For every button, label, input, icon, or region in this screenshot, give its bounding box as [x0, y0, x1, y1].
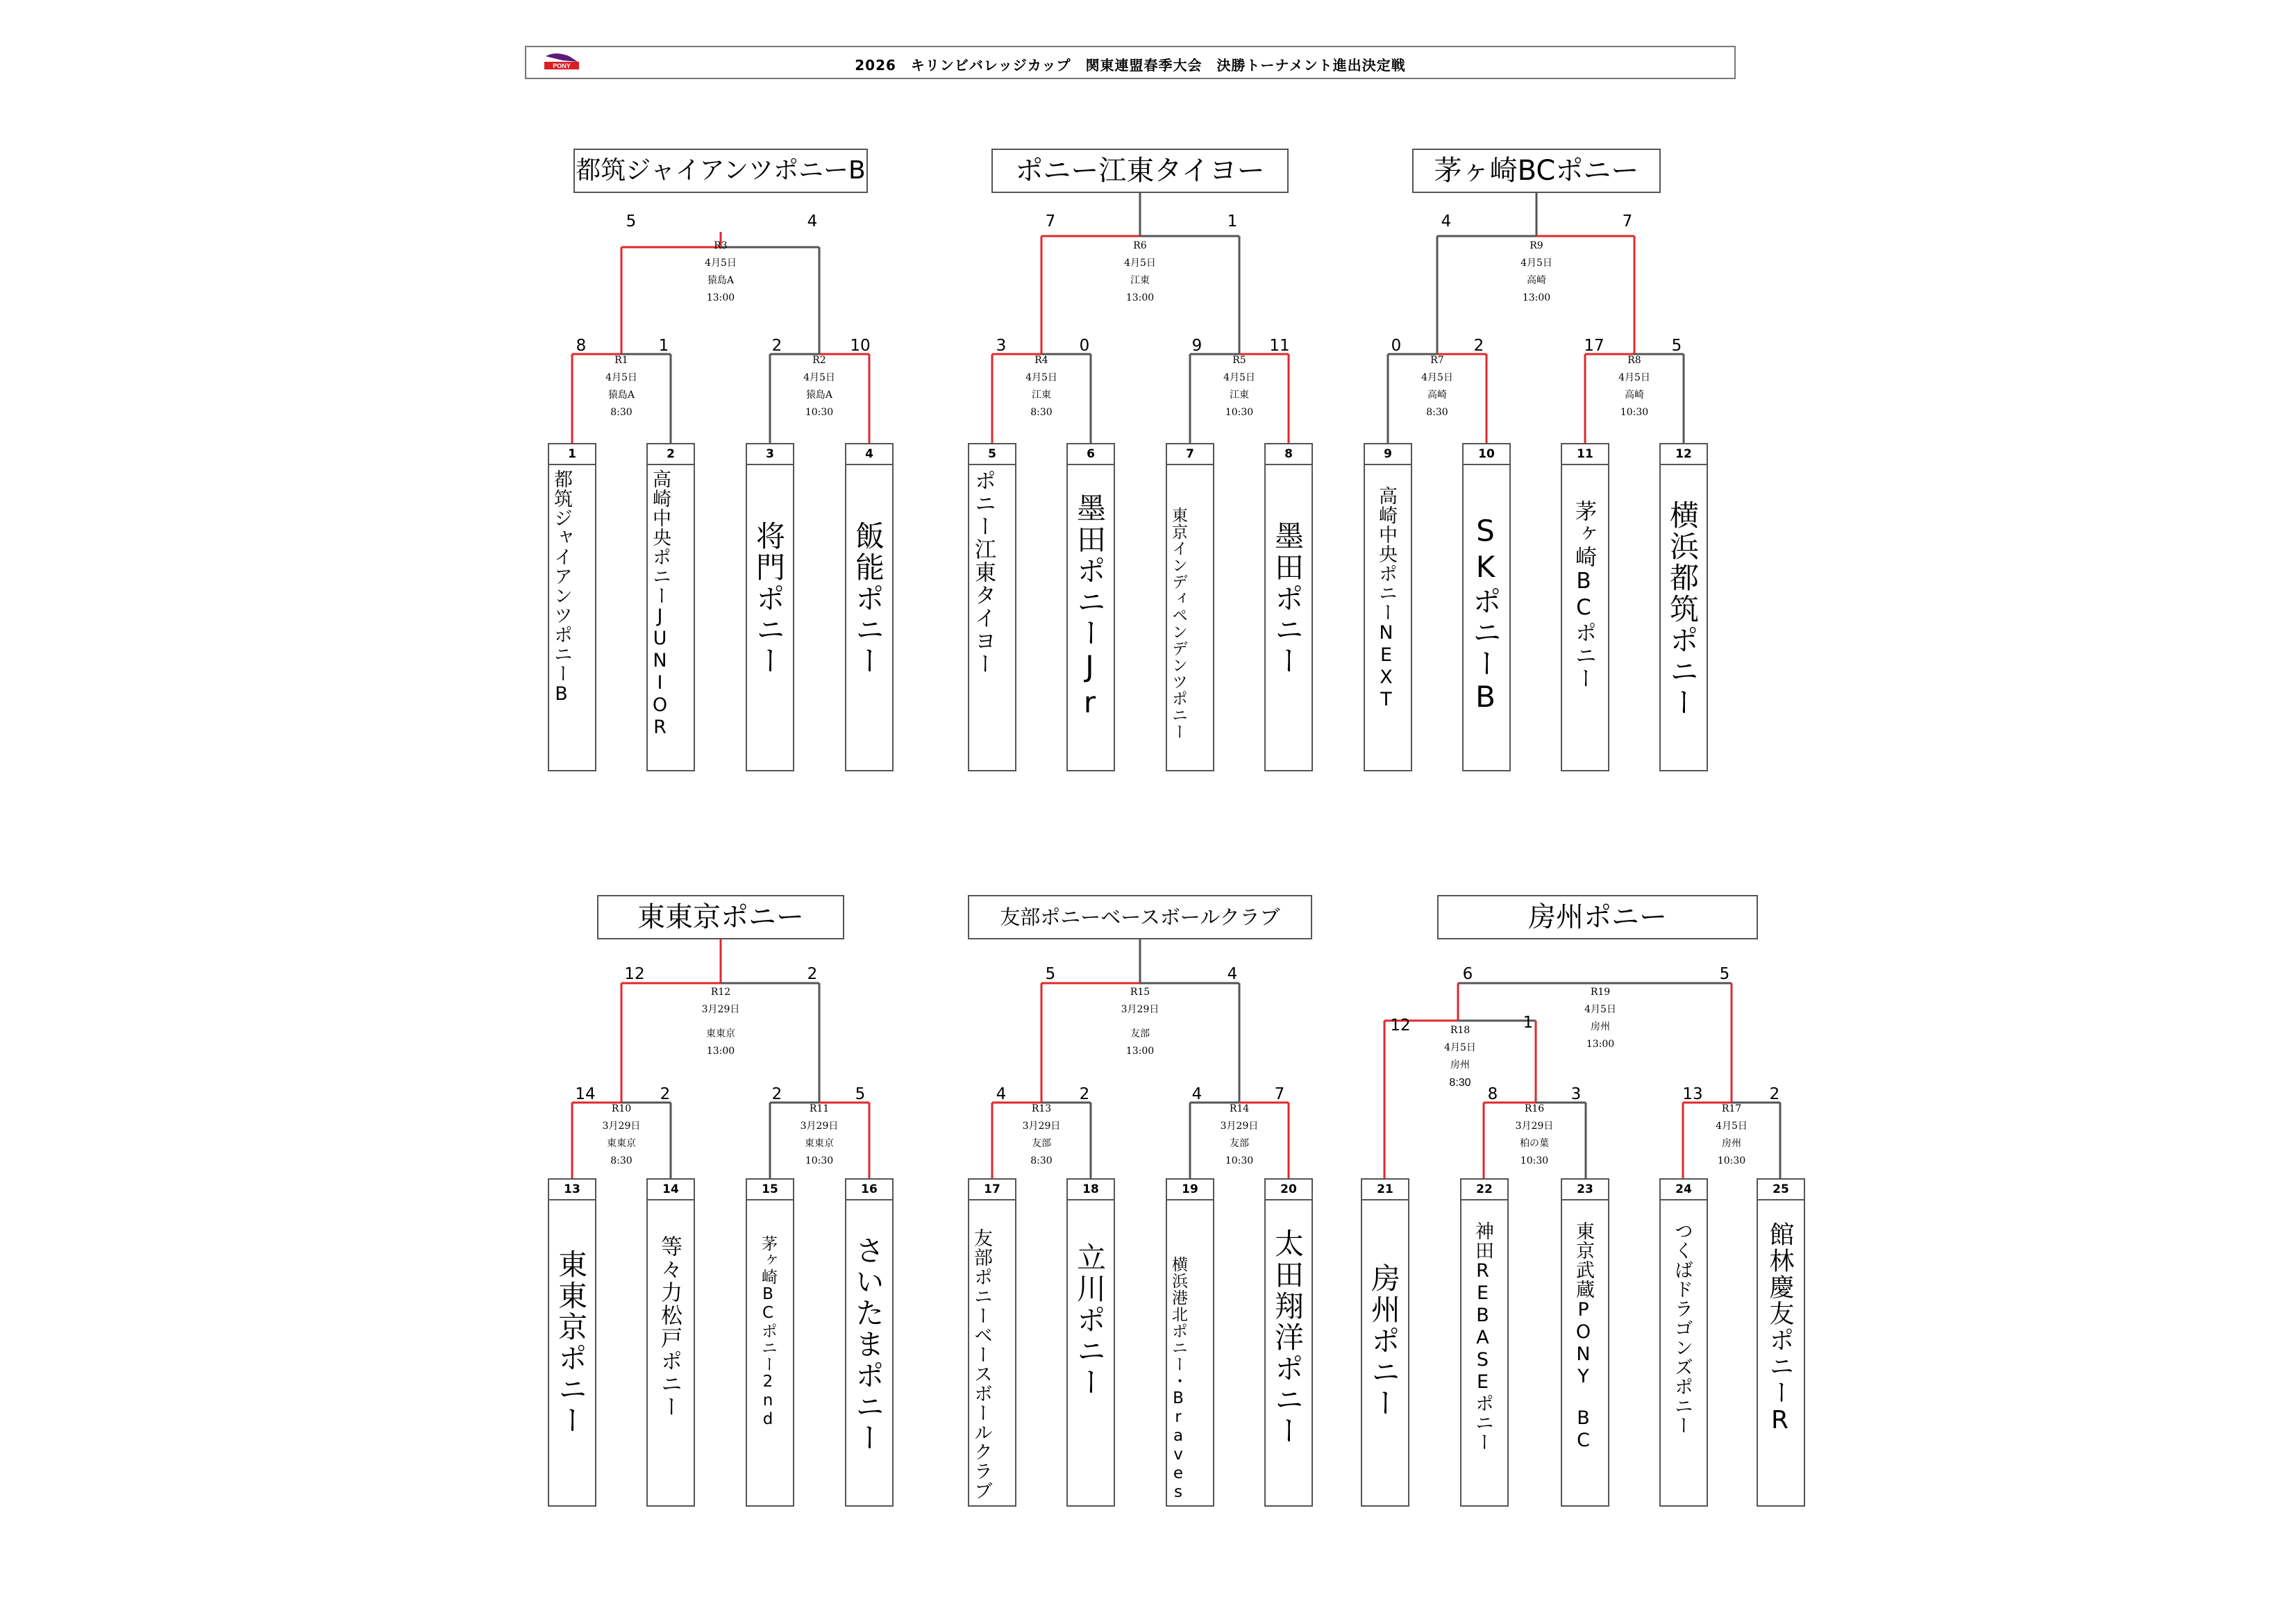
- match-venue: 高崎: [1527, 275, 1546, 286]
- b5-final-score-right: 4: [1227, 965, 1238, 983]
- team-name: 房州ポニー: [1367, 1263, 1401, 1419]
- match-date: 4月5日: [705, 258, 737, 269]
- team-name: 太田翔洋ポニー: [1271, 1228, 1305, 1447]
- team-slot: [1659, 464, 1708, 771]
- b6-final-info: [1538, 984, 1663, 1053]
- match-time: 13:00: [1522, 292, 1551, 303]
- round-label: R1: [614, 355, 628, 366]
- match-time: 8:30: [1030, 1155, 1053, 1166]
- match-date: 3月29日: [701, 1004, 740, 1015]
- team-name: 館林慶友ポニーR: [1766, 1221, 1794, 1436]
- match-time: 10:30: [1520, 1155, 1549, 1166]
- team-name: 墨田ポニー: [1271, 521, 1305, 677]
- round-label: R7: [1430, 355, 1444, 366]
- team-slot: [548, 1199, 596, 1507]
- team-seed: 1: [548, 443, 596, 465]
- team-seed: 2: [646, 443, 695, 465]
- b5-final-score-left: 5: [1045, 965, 1056, 983]
- logo-text: PONY: [553, 62, 571, 69]
- b3-r7-score-right: 2: [1473, 337, 1484, 355]
- team-slot: [1166, 464, 1214, 771]
- match-date: 4月5日: [1025, 372, 1057, 383]
- b2-r4-score-left: 3: [996, 337, 1007, 355]
- match-date: 4月5日: [1421, 372, 1453, 383]
- match-venue: 高崎: [1625, 390, 1644, 401]
- team-seed: 10: [1462, 443, 1511, 465]
- team-name: 等々力松戸ポニー: [657, 1235, 682, 1418]
- team-name: 将門ポニー: [752, 521, 786, 677]
- b4-r11-score-left: 2: [771, 1085, 782, 1103]
- match-venue: 江東: [1130, 275, 1150, 286]
- team-name: ポニー江東タイヨー: [971, 469, 996, 676]
- b6-final-score-right: 5: [1719, 965, 1730, 983]
- match-time: 13:00: [1586, 1039, 1615, 1050]
- round-label: R10: [611, 1103, 632, 1114]
- match-time: 8:30: [610, 407, 632, 418]
- team-slot: [646, 1199, 695, 1507]
- round-label: R5: [1232, 355, 1246, 366]
- b4-final-score-right: 2: [807, 965, 818, 983]
- team-name: SKポニーB: [1468, 514, 1502, 716]
- match-venue: 東東京: [706, 1028, 735, 1039]
- b5-r14-score-left: 4: [1191, 1085, 1203, 1103]
- match-time: 8:30: [1030, 407, 1053, 418]
- team-seed: 17: [968, 1178, 1016, 1200]
- team-slot: [1364, 464, 1412, 771]
- b4-r10-info: [559, 1100, 684, 1170]
- team-seed: 24: [1659, 1178, 1708, 1200]
- team-name: 東東京ポニー: [554, 1249, 588, 1437]
- b1-r1-info: [559, 352, 684, 421]
- team-slot: [1264, 464, 1313, 771]
- b6-r16-info: [1472, 1100, 1597, 1170]
- b6-r17-info: [1669, 1100, 1794, 1170]
- b6-r18-info: [1398, 1022, 1523, 1091]
- match-venue: 友部: [1032, 1138, 1051, 1149]
- team-seed: 20: [1264, 1178, 1313, 1200]
- team-slot: [1561, 1199, 1609, 1507]
- b3-final-score-left: 4: [1441, 212, 1452, 231]
- b3-r8-score-left: 17: [1584, 337, 1604, 355]
- team-seed: 13: [548, 1178, 596, 1200]
- match-time: 13:00: [1125, 1046, 1155, 1057]
- team-slot: [845, 464, 894, 771]
- match-venue: 高崎: [1427, 390, 1447, 401]
- match-time: 8:30: [1426, 407, 1448, 418]
- round-label: R2: [812, 355, 826, 366]
- round-label: R16: [1524, 1103, 1545, 1114]
- team-slot: [1166, 1199, 1214, 1507]
- round-label: R11: [809, 1103, 830, 1114]
- team-seed: 19: [1166, 1178, 1214, 1200]
- team-seed: 9: [1364, 443, 1412, 465]
- round-label: R8: [1627, 355, 1641, 366]
- b1-r2-info: [757, 352, 882, 421]
- match-venue: 房州: [1591, 1021, 1610, 1032]
- team-slot: [746, 1199, 794, 1507]
- team-seed: 3: [746, 443, 794, 465]
- block-4-winner: 東東京ポニー: [597, 895, 844, 939]
- team-slot: [746, 464, 794, 771]
- team-name: さいたまポニー: [851, 1235, 885, 1454]
- team-slot: [1462, 464, 1511, 771]
- b6-r16-score-right: 3: [1570, 1085, 1582, 1103]
- team-slot: [845, 1199, 894, 1507]
- match-date: 4月5日: [1223, 372, 1255, 383]
- b2-final-score-right: 1: [1227, 212, 1238, 231]
- match-time: 8:30: [1449, 1077, 1471, 1089]
- match-date: 4月5日: [803, 372, 835, 383]
- match-venue: 友部: [1230, 1138, 1249, 1149]
- match-date: 4月5日: [1520, 258, 1552, 269]
- team-name: 高崎中央ポニーNEXT: [1375, 486, 1397, 711]
- b2-r5-info: [1177, 352, 1302, 421]
- b2-r5-score-right: 11: [1269, 337, 1290, 355]
- match-venue: 友部: [1130, 1028, 1150, 1039]
- team-slot: [646, 464, 695, 771]
- b5-r13-info: [979, 1100, 1104, 1170]
- match-date: 3月29日: [1022, 1121, 1061, 1132]
- team-slot: [1066, 1199, 1115, 1507]
- round-label: R19: [1590, 987, 1611, 998]
- match-time: 10:30: [1620, 407, 1649, 418]
- team-slot: [1264, 1199, 1313, 1507]
- match-date: 4月5日: [1124, 258, 1156, 269]
- match-venue: 猿島A: [805, 390, 833, 401]
- match-venue: 柏の葉: [1520, 1138, 1549, 1149]
- match-date: 3月29日: [602, 1121, 641, 1132]
- match-venue: 江東: [1230, 390, 1249, 401]
- b2-r4-info: [979, 352, 1104, 421]
- b4-final-info: [658, 984, 783, 1060]
- b5-r13-score-right: 2: [1079, 1085, 1090, 1103]
- match-venue: 江東: [1032, 390, 1051, 401]
- b2-r5-score-left: 9: [1191, 337, 1203, 355]
- b3-r7-score-left: 0: [1391, 337, 1402, 355]
- team-seed: 14: [646, 1178, 695, 1200]
- team-slot: [1361, 1199, 1409, 1507]
- match-date: 3月29日: [1515, 1121, 1554, 1132]
- match-date: 3月29日: [800, 1121, 839, 1132]
- match-date: 4月5日: [1618, 372, 1650, 383]
- round-label: R17: [1721, 1103, 1742, 1114]
- team-slot: [548, 464, 596, 771]
- b3-r8-score-right: 5: [1671, 337, 1682, 355]
- team-name: 都筑ジャイアンツポニーB: [551, 469, 572, 705]
- b1-r1-score-right: 1: [658, 337, 669, 355]
- team-name: 茅ヶ崎BCポニー: [1571, 500, 1596, 690]
- b5-r14-info: [1177, 1100, 1302, 1170]
- b2-final-info: [1078, 237, 1203, 307]
- team-name: 横浜港北ポニー・Braves: [1169, 1256, 1187, 1502]
- b6-r17-score-right: 2: [1769, 1085, 1780, 1103]
- team-seed: 16: [845, 1178, 894, 1200]
- team-seed: 6: [1066, 443, 1115, 465]
- block-2-winner: ポニー江東タイヨー: [991, 149, 1289, 193]
- match-time: 10:30: [1717, 1155, 1746, 1166]
- team-slot: [1659, 1199, 1708, 1507]
- match-venue: 東東京: [805, 1138, 834, 1149]
- team-slot: [1066, 464, 1115, 771]
- team-seed: 12: [1659, 443, 1708, 465]
- team-seed: 11: [1561, 443, 1609, 465]
- b3-r8-info: [1572, 352, 1697, 421]
- match-date: 3月29日: [1121, 1004, 1159, 1015]
- team-seed: 15: [746, 1178, 794, 1200]
- b1-final-score-right: 4: [807, 212, 818, 231]
- sheet-header: [525, 46, 1736, 79]
- match-venue: 房州: [1450, 1060, 1470, 1071]
- b3-final-score-right: 7: [1622, 212, 1633, 231]
- team-seed: 7: [1166, 443, 1214, 465]
- b1-final-info: [658, 237, 783, 307]
- block-1-winner: 都筑ジャイアンツポニーB: [573, 149, 868, 193]
- match-time: 10:30: [1225, 407, 1254, 418]
- team-seed: 22: [1460, 1178, 1509, 1200]
- team-slot: [968, 1199, 1016, 1507]
- b1-final-score-left: 5: [626, 212, 637, 231]
- team-seed: 21: [1361, 1178, 1409, 1200]
- b4-final-score-left: 12: [624, 965, 645, 983]
- b5-final-info: [1078, 984, 1203, 1060]
- page-title: 2026 キリンビバレッジカップ 関東連盟春季大会 決勝トーナメント進出決定戦: [855, 57, 1406, 74]
- b3-r7-info: [1375, 352, 1500, 421]
- block-6-winner: 房州ポニー: [1437, 895, 1758, 939]
- team-seed: 18: [1066, 1178, 1115, 1200]
- match-date: 4月5日: [605, 372, 637, 383]
- match-time: 13:00: [706, 292, 735, 303]
- match-time: 13:00: [1125, 292, 1155, 303]
- match-time: 10:30: [805, 407, 834, 418]
- match-venue: 猿島A: [707, 275, 735, 286]
- team-seed: 4: [845, 443, 894, 465]
- block-5-winner: 友部ポニーベースボールクラブ: [968, 895, 1312, 939]
- match-venue: 房州: [1722, 1138, 1741, 1149]
- b3-final-info: [1474, 237, 1599, 307]
- match-time: 13:00: [706, 1046, 735, 1057]
- b4-r10-score-right: 2: [660, 1085, 671, 1103]
- b4-r11-info: [757, 1100, 882, 1170]
- team-name: 友部ポニーベースボールクラブ: [971, 1228, 992, 1500]
- b2-r4-score-right: 0: [1079, 337, 1090, 355]
- round-label: R15: [1130, 987, 1150, 998]
- b6-r18-score-left: 12: [1390, 1016, 1411, 1035]
- match-date: 4月5日: [1716, 1121, 1748, 1132]
- team-name: 神田REBASEポニー: [1472, 1221, 1493, 1452]
- b6-r17-score-left: 13: [1682, 1085, 1703, 1103]
- round-label: R13: [1031, 1103, 1052, 1114]
- b4-r10-score-left: 14: [575, 1085, 596, 1103]
- b5-r14-score-right: 7: [1274, 1085, 1285, 1103]
- b6-r16-score-left: 8: [1487, 1085, 1498, 1103]
- b2-final-score-left: 7: [1045, 212, 1056, 231]
- match-time: 8:30: [610, 1155, 632, 1166]
- team-slot: [1561, 464, 1609, 771]
- round-label: R6: [1133, 240, 1147, 251]
- match-time: 10:30: [805, 1155, 834, 1166]
- team-seed: 23: [1561, 1178, 1609, 1200]
- round-label: R14: [1229, 1103, 1250, 1114]
- match-date: 3月29日: [1220, 1121, 1259, 1132]
- match-venue: 猿島A: [607, 390, 635, 401]
- team-slot: [1460, 1199, 1509, 1507]
- team-seed: 25: [1757, 1178, 1805, 1200]
- team-name: つくばドラゴンズポニー: [1671, 1221, 1693, 1435]
- match-date: 4月5日: [1444, 1042, 1476, 1053]
- match-time: 10:30: [1225, 1155, 1254, 1166]
- round-label: R4: [1034, 355, 1048, 366]
- round-label: R3: [714, 240, 728, 251]
- b1-r2-score-left: 2: [771, 337, 782, 355]
- team-name: 東京武蔵PONY BC: [1573, 1221, 1594, 1452]
- round-label: R9: [1530, 240, 1543, 251]
- team-name: 茅ヶ崎BCポニー2nd: [759, 1235, 777, 1429]
- team-name: 横浜都筑ポニー: [1666, 500, 1700, 719]
- b4-r11-score-right: 5: [855, 1085, 866, 1103]
- team-name: 高崎中央ポニーJUNIOR: [649, 469, 671, 739]
- b1-r2-score-right: 10: [850, 337, 871, 355]
- b1-r1-score-left: 8: [576, 337, 587, 355]
- match-venue: 東東京: [607, 1138, 636, 1149]
- b6-r18-score-right: 1: [1523, 1014, 1534, 1032]
- team-seed: 8: [1264, 443, 1313, 465]
- block-3-winner: 茅ヶ崎BCポニー: [1412, 149, 1661, 193]
- team-slot: [968, 464, 1016, 771]
- team-name: 東京インディペンデンツポニー: [1169, 507, 1187, 740]
- round-label: R12: [710, 987, 731, 998]
- b5-r13-score-left: 4: [996, 1085, 1007, 1103]
- team-seed: 5: [968, 443, 1016, 465]
- team-name: 墨田ポニーJr: [1073, 493, 1107, 721]
- round-label: R18: [1450, 1025, 1470, 1036]
- team-name: 飯能ポニー: [851, 521, 885, 677]
- team-name: 立川ポニー: [1073, 1242, 1107, 1398]
- b6-final-score-left: 6: [1462, 965, 1473, 983]
- team-slot: [1757, 1199, 1805, 1507]
- match-date: 4月5日: [1584, 1004, 1616, 1015]
